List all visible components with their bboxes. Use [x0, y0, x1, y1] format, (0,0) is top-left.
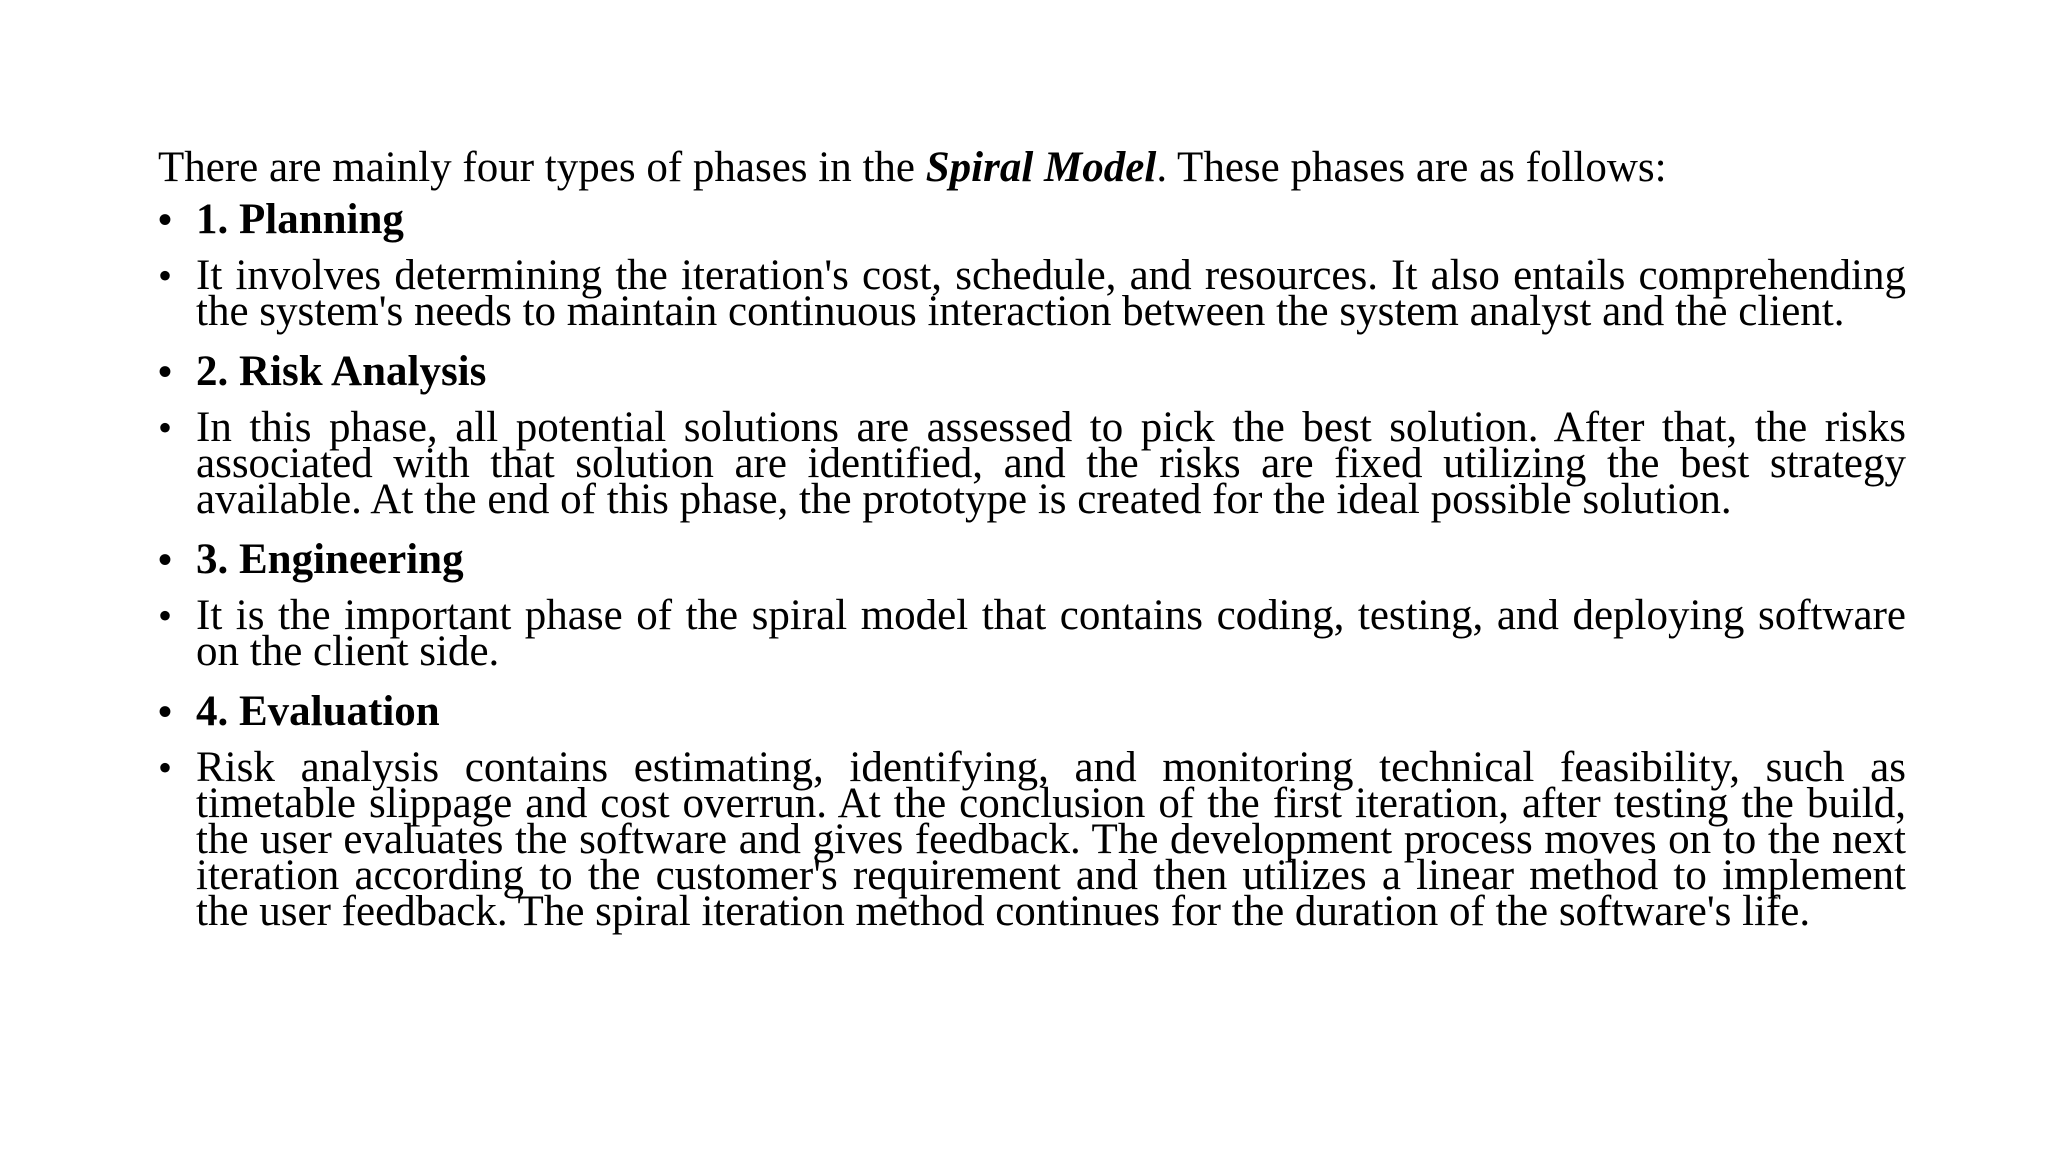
- slide-content: [158, 142, 1906, 952]
- phase-description-text: It is the important phase of the spiral model that contains coding, testing, and deploying software on the client side.: [196, 592, 1906, 675]
- phase-description-evaluation: [158, 744, 1906, 935]
- phase-description-planning: [158, 252, 1906, 335]
- phase-heading-text: 4. Evaluation: [196, 688, 440, 735]
- phase-description-text: In this phase, all potential solutions are assessed to pick the best solution. After that, the risks associated with that solution are identified, and the risks are fixed utilizing the best strategy available. At the end of this phase, the prototype is created for the ideal possible solution.: [196, 404, 1906, 523]
- phase-heading-planning: [158, 196, 1906, 243]
- bullet-icon: •: [158, 689, 173, 734]
- phase-description-engineering: [158, 592, 1906, 675]
- intro-text-after: . These phases are as follows:: [1156, 144, 1667, 191]
- bullet-icon: •: [158, 253, 173, 298]
- bullet-icon: •: [158, 537, 173, 582]
- bullet-icon: •: [158, 593, 173, 638]
- phase-description-risk-analysis: [158, 404, 1906, 523]
- phase-heading-text: 2. Risk Analysis: [196, 348, 487, 395]
- bullet-icon: •: [158, 405, 173, 450]
- phase-heading-evaluation: [158, 688, 1906, 735]
- intro-emphasis-spiral-model: Spiral Model: [925, 144, 1157, 191]
- phase-heading-text: 3. Engineering: [196, 536, 464, 583]
- bullet-icon: •: [158, 197, 173, 242]
- intro-text-before: There are mainly four types of phases in the: [158, 144, 926, 191]
- phase-heading-risk-analysis: [158, 348, 1906, 395]
- intro-paragraph: [158, 142, 1906, 194]
- phase-heading-text: 1. Planning: [196, 196, 404, 243]
- bullet-icon: •: [158, 745, 173, 790]
- phases-list: [158, 196, 1906, 935]
- phase-heading-engineering: [158, 536, 1906, 583]
- phase-description-text: Risk analysis contains estimating, identifying, and monitoring technical feasibility, such as timetable slippage and cost overrun. At the conclusion of the first iteration, after testing the build, the user evaluates the software and gives feedback. The development process moves on to the next iteration according to the customer's requirement and then utilizes a linear method to implement the user feedback. The spiral iteration method continues for the duration of the software's life.: [196, 744, 1906, 935]
- phase-description-text: It involves determining the iteration's cost, schedule, and resources. It also entails comprehending the system's needs to maintain continuous interaction between the system analyst and the client.: [196, 252, 1906, 335]
- bullet-icon: •: [158, 349, 173, 394]
